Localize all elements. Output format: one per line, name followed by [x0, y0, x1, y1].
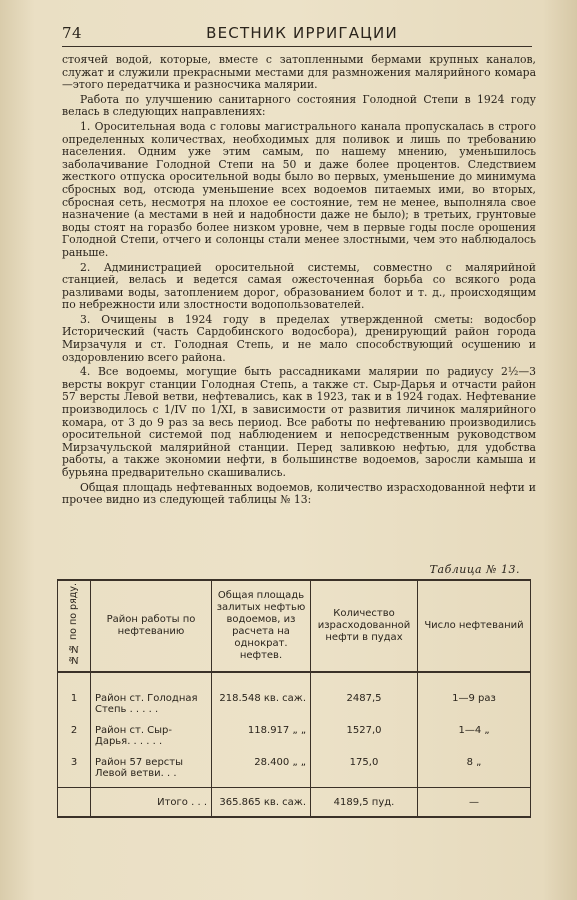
- table-caption: Таблица № 13.: [429, 563, 520, 576]
- table-total-row: [58, 788, 531, 818]
- header-num: [58, 580, 91, 672]
- paragraph: 2. Администрацией оросительной системы, совместно с малярийной станцией, велась и ведется самая ожесточенная борьба со всякого рода разливами воды, затоплением дорог, образованием болот и т. д., происходящим по небрежности или злостности водопользователей.: [62, 260, 536, 312]
- header-oil: Количество израсходованной нефти в пудах: [311, 580, 418, 672]
- data-table: [57, 579, 531, 818]
- cell-times: 1—9 раз: [418, 691, 531, 723]
- spacer-row: [58, 672, 531, 691]
- paragraph: 1. Оросительная вода с головы магистрального канала пропускалась в строго определенных количествах, необходимых для поливок и лишь по требованию населения. Одним уже этим самым, по нашему мнению, уменьшилось заболачивание Голодной Степи на 50 и даже более процентов. Следствием жесткого отпуска оросительной воды было во первых, уменьшение до минимума сбросных вод, отсюда уменьшение всех водоемов питаемых ими, во вторых, сбросная сеть, несмотря на плохое ее состояние, тем не менее, выполняла свое назначение (а местами в ней и надобности даже не было); в третьих, грунтовые воды стоят на горазбо более низком уровне, чем в первые годы после орошения Голодной Степи, отчего и солонцы стали менее злостными, чем это наблюдалось раньше.: [62, 119, 536, 259]
- cell-times: 8 „: [418, 755, 531, 788]
- paragraph: 4. Все водоемы, могущие быть рассадниками малярии по радиусу 2½—3 версты вокруг станции Голодная Степь, а также ст. Сыр-Дарья и отчасти район 57 версты Левой ветви, нефтевались, как в 1923, так и в 1924 годах. Нефтевание производилось с 1/IV по 1/XI, в зависимости от развития личинок малярийного комара, от 3 до 9 раз за весь период. Все работы по нефтеванию производились оросительной системой под наблюдением и непосредственным руководством Мирзачульской малярийной станции. Перед заливкою нефтью, для удобства работы, а также экономии нефти, в большинстве водоемов, заросли камыша и бурьяна предварительно скашивались.: [62, 365, 536, 479]
- cell-district: Район ст. Сыр-Дарья. . . . . .: [91, 723, 212, 755]
- cell-district: Район 57 версты Левой ветви. . .: [91, 755, 212, 788]
- cell-area: 28.400 „ „: [212, 755, 311, 788]
- paragraph: Общая площадь нефтеванных водоемов, количество израсходованной нефти и прочее видно из следующей таблицы № 13:: [62, 480, 536, 507]
- total-area: 365.865 кв. саж.: [212, 788, 311, 818]
- paragraph: 3. Очищены в 1924 году в пределах утвержденной сметы: водосбор Исторический (часть Сардобинского водосбора), дренирующий район города Мирзачуля и ст. Голодная Степь, и не мало способствующий осушению и оздоровлению всего района.: [62, 312, 536, 364]
- table-row: [58, 691, 531, 723]
- table-row: [58, 755, 531, 788]
- cell-times: 1—4 „: [418, 723, 531, 755]
- header-num-label: №№ по по ряду.: [68, 583, 79, 666]
- table-header-row: [58, 580, 531, 672]
- journal-title: ВЕСТНИК ИРРИГАЦИИ: [206, 24, 398, 42]
- cell-oil: 2487,5: [311, 691, 418, 723]
- cell-oil: 175,0: [311, 755, 418, 788]
- header-times: Число нефтеваний: [418, 580, 531, 672]
- running-header: [62, 20, 532, 47]
- cell-num: 1: [58, 691, 91, 723]
- paragraph: стоячей водой, которые, вместе с затопленными бермами крупных каналов, служат и служили прекрасными местами для размножения малярийного комара—этого передатчика и разносчика малярии.: [62, 53, 536, 92]
- header-area: Общая площадь залитых нефтью водоемов, из расчета на однократ. нефтев.: [212, 580, 311, 672]
- cell-area: 118.917 „ „: [212, 723, 311, 755]
- paragraph: Работа по улучшению санитарного состояния Голодной Степи в 1924 году велась в следующих направлениях:: [62, 92, 536, 119]
- total-oil: 4189,5 пуд.: [311, 788, 418, 818]
- table-row: [58, 723, 531, 755]
- cell-oil: 1527,0: [311, 723, 418, 755]
- total-times: —: [418, 788, 531, 818]
- page-number: 74: [62, 24, 83, 42]
- cell-num: 3: [58, 755, 91, 788]
- cell-district: Район ст. Голодная Степь . . . . .: [91, 691, 212, 723]
- total-label: Итого . . .: [91, 788, 212, 818]
- cell-num: 2: [58, 723, 91, 755]
- body-text: [62, 54, 536, 507]
- cell-area: 218.548 кв. саж.: [212, 691, 311, 723]
- header-district: Район работы по нефтеванию: [91, 580, 212, 672]
